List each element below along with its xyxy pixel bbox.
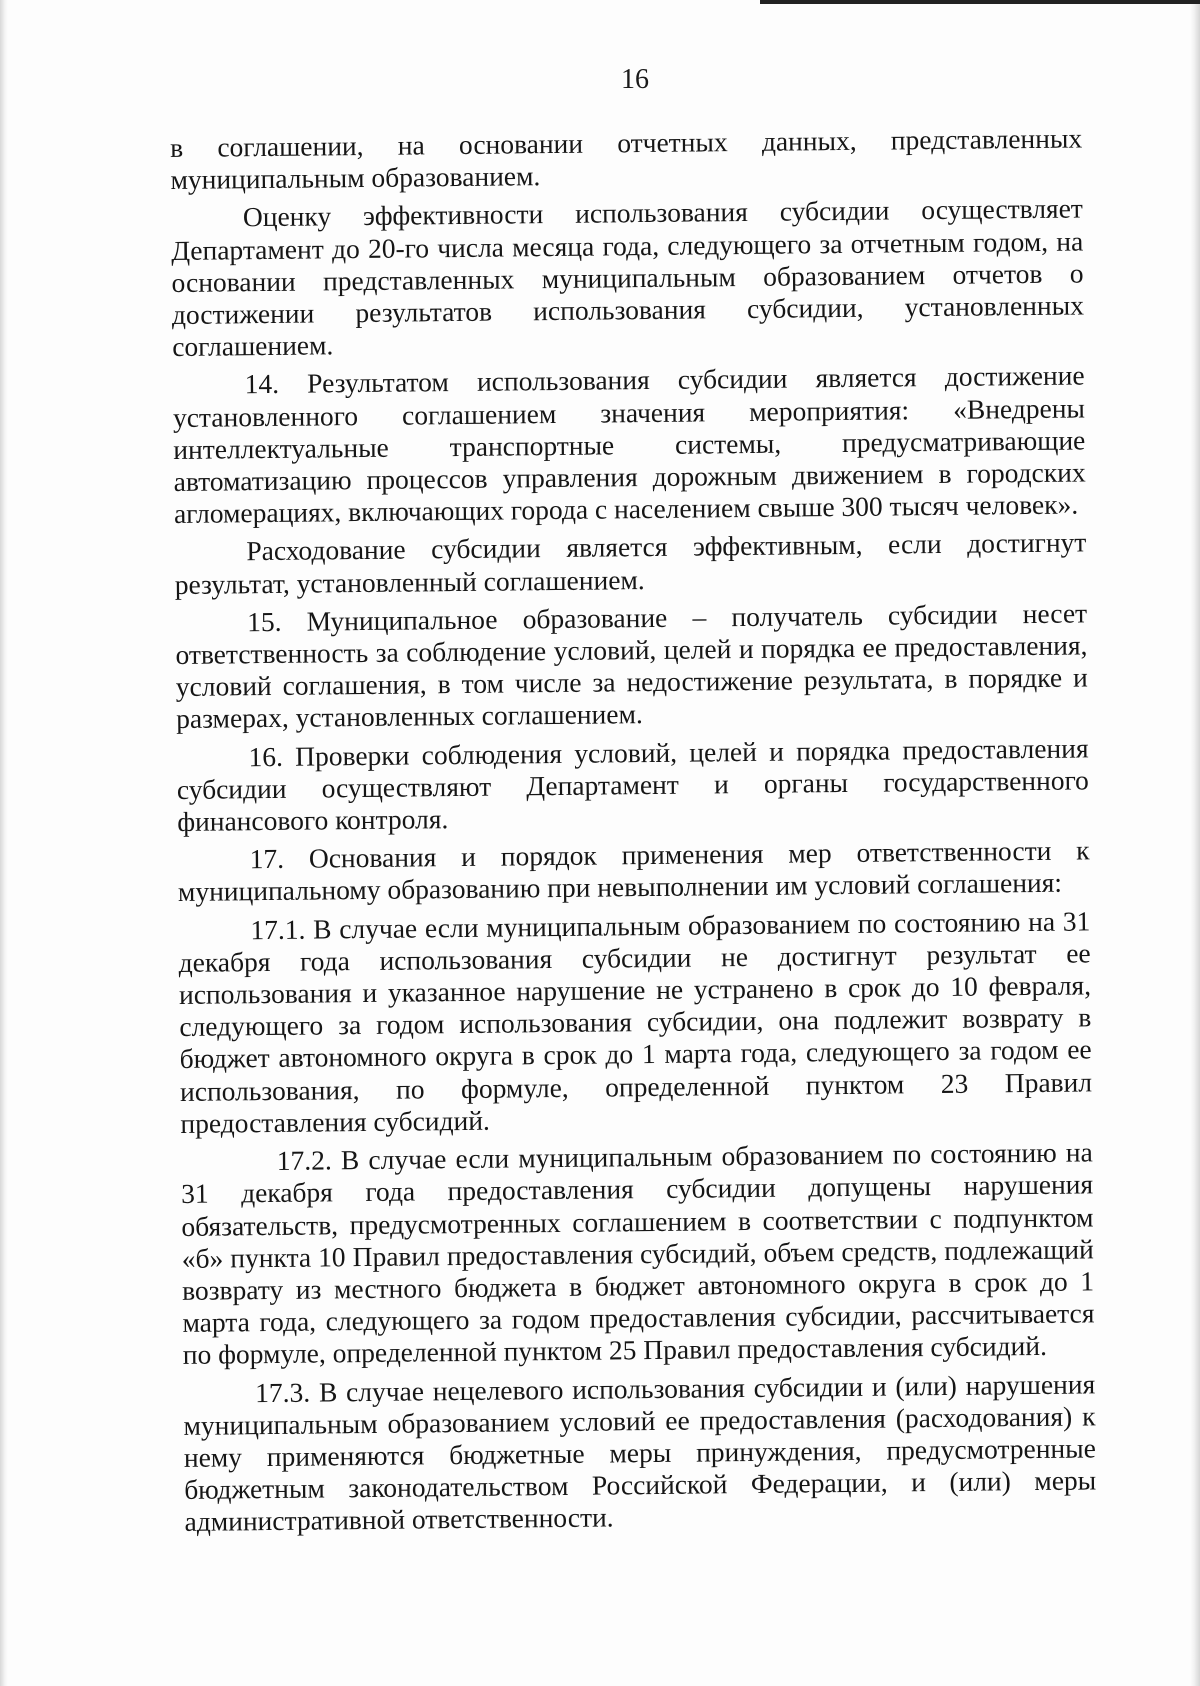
paragraph-17-3: 17.3. В случае нецелевого использования субсидии и (или) нарушения муниципальным образованием условий ее предоставления (расходования) к нему применяются бюджетные меры принуждения, предусмотренные бюджетным законодательством Российской Федерации, и (или) меры административной ответственности. (183, 1367, 1097, 1538)
paragraph-17-1: 17.1. В случае если муниципальным образованием по состоянию на 31 декабря года использования субсидии не достигнут результат ее использования и указанное нарушение не устранено в срок до 10 февраля, следующего за годом использования субсидии, она подлежит возврату в бюджет автономного округа в срок до 1 марта года, следующего за годом ее использования, по формуле, определенной пунктом 23 Правил предоставления субсидий. (178, 905, 1093, 1139)
paragraph-15: 15. Муниципальное образование – получатель субсидии несет ответственность за соблюдение условий, целей и порядка ее предоставления, условий соглашения, в том числе за недостижение результата, в порядке и размерах, установленных соглашением. (175, 597, 1088, 735)
scan-edge-left (0, 0, 8, 1686)
paragraph-17: 17. Основания и порядок применения мер ответственности к муниципальному образованию при невыполнении им условий соглашения: (177, 834, 1090, 908)
paragraph-efficiency-assessment: Оценку эффективности использования субсидии осуществляет Департамент до 20-го числа месяца года, следующего за отчетным годом, на основании представленных муниципальным образованием отчетов о достижении результатов использования субсидии, установленных соглашением. (171, 192, 1085, 363)
scan-edge-right (1190, 0, 1200, 1686)
page-number: 16 (621, 64, 649, 95)
paragraph-16: 16. Проверки соблюдения условий, целей и порядка предоставления субсидии осуществляют Департамент и органы государственного финансового контроля. (176, 732, 1089, 838)
scan-edge-top (760, 0, 1200, 4)
paragraph-14: 14. Результатом использования субсидии является достижение установленного соглашением значения мероприятия: «Внедрены интеллектуальные транспортные системы, предусматривающие автоматизацию процессов управления дорожным движением в городских агломерациях, включающих города с населением свыше 300 тысяч человек». (172, 359, 1086, 530)
paragraph-continuation: в соглашении, на основании отчетных данных, представленных муниципальным образованием. (170, 122, 1083, 196)
document-body (170, 122, 1097, 1544)
paragraph-spending-efficiency: Расходование субсидии является эффективным, если достигнут результат, установленный соглашением. (174, 526, 1087, 600)
paragraph-17-2: 17.2. В случае если муниципальным образованием по состоянию на 31 декабря года предоставления субсидии допущены нарушения обязательств, предусмотренных соглашением в соответствии с подпунктом «б» пункта 10 Правил предоставления субсидий, объем средств, подлежащий возврату из местного бюджета в бюджет автономного округа в срок до 1 марта года, следующего за годом предоставления субсидии, рассчитывается по формуле, определенной пунктом 25 Правил предоставления субсидий. (180, 1136, 1095, 1371)
